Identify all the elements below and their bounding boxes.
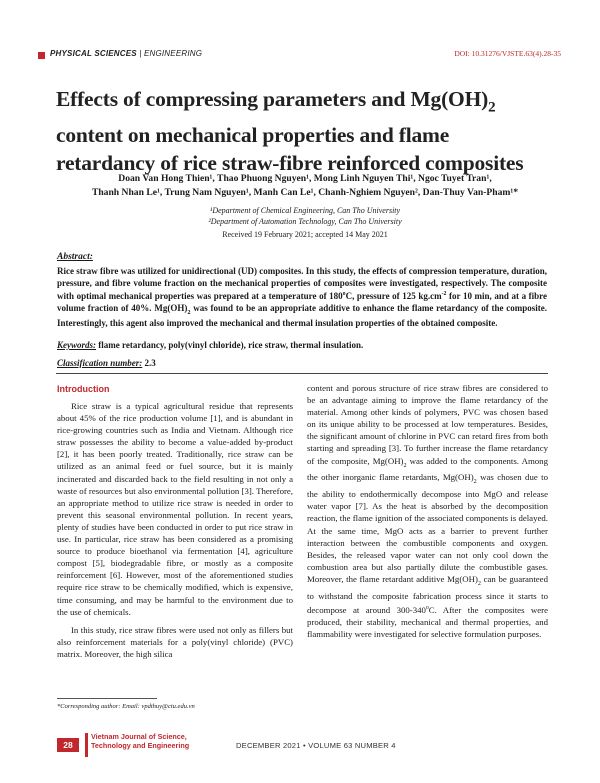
introduction-heading: Introduction xyxy=(57,384,110,394)
classification-number: Classification number: 2.3 xyxy=(57,358,156,368)
authors-line-1: Doan Van Hong Thien¹, Thao Phuong Nguyen¹, Mong Linh Nguyen Thi¹, Ngoc Tuyet Tran¹, xyxy=(118,173,492,184)
authors-line-2: Thanh Nhan Le¹, Trung Nam Nguyen¹, Manh Can Le¹, Chanh-Nghiem Nguyen², Dan-Thuy Van-Pham¹* xyxy=(91,187,519,198)
section-label: PHYSICAL SCIENCES | ENGINEERING xyxy=(50,49,203,58)
footnote-rule xyxy=(57,698,157,699)
intro-paragraph-2: In this study, rice straw fibres were used not only as fillers but also reinforcement materials for a poly(vinyl chloride) (PVC) matrix. Moreover, the high silica xyxy=(57,624,293,659)
abstract-text: Rice straw fibre was utilized for unidirectional (UD) composites. In this study, the effects of compression temperature, duration, pressure, and fibre volume fraction on the mechanical properties of composites were investigated, respectively. The composite with optimal mechanical properties was prepared at a temperature of 180$^o$C, pressure of 125 $kg.cm^{-2}$ for 10 min, and at a fibre volume fraction of 40%. $Mg(OH)_2$ was found to be an appropriate additive to enhance the flame retardancy of the composite. Interestingly, this agent also improved the mechanical and thermal insulation properties of the obtained composite. xyxy=(57,266,547,329)
journal-logo-bar xyxy=(85,733,88,757)
doi[interactable]: DOI: 10.31276/VJSTE.63(4).28-35 xyxy=(454,49,561,58)
affiliations xyxy=(60,205,550,227)
keywords: Keywords: flame retardancy, poly(vinyl chloride), rice straw, thermal insulation. xyxy=(57,340,364,350)
issue-info: DECEMBER 2021 • VOLUME 63 NUMBER 4 xyxy=(236,741,396,750)
article-title: Effects of compressing parameters and $Mg(OH)_2$ content on mechanical properties and flame retardancy of rice straw-fibre reinforced composites xyxy=(56,87,524,176)
affiliation-1: ¹Department of Chemical Engineering, Can Tho University xyxy=(209,206,401,215)
right-column xyxy=(307,382,548,640)
received-dates: Received 19 February 2021; accepted 14 May 2021 xyxy=(222,230,388,239)
abstract-heading: Abstract: xyxy=(57,252,93,262)
intro-paragraph-3: content and porous structure of rice straw fibres are considered to be an advantage aiming to improve the flame retardancy of the material. Among other kinds of polymers, PVC was chosen based on its unique ability to be processed at low temperatures. Besides, the significant amount of chlorine in PVC can retard fires from both starting and spreading [3]. To further increase the flame retardancy of the composite, $Mg(OH)_2$ was added to the components. Among the other inorganic flame retardants, $Mg(OH)_2$ was chosen due to the ability to endothermically decompose into MgO and release water vapor [7]. As the heat is absorbed by the decomposition reaction, the flame ignition of the associated components is delayed. At the same time, MgO acts as a barrier to prevent further interaction between the combustible components and oxygen. Besides, the released vapor water can not only cool down the combustion area but also partially dilute the combustible gases. Moreover, the flame retardant additive $Mg(OH)_2$ can be guaranteed to withstand the composite fabrication process since it starts to decompose at around 300-340$^o$C. After the composites were produced, their stability, mechanical and thermal properties, and flammability were investigated for selective formulation purposes. xyxy=(307,383,548,639)
intro-paragraph-1: Rice straw is a typical agricultural residue that represents about 45% of the rice production volume [1], and is abundant in rice-growing countries such as India and Vietnam. Although rice straw possesses the ability to become a value-added by-product [2], it has been poorly treated. Traditionally, rice straw can be utilized as an animal feed or fuel source, but it is mainly incinerated and discarded back to the field resulting in not only a waste of resources but also environmental pollution [3]. Therefore, an appropriate method to utilize rice straw is needed in order to prevent this seasonal environmental pollution. In recent years, plenty of studies have been conducted in order to put rice straw in use. In particular, rice straw has been considered as a promising source to produce bioethanol via fermentation [4], agriculture compost [5], biodegradable fibre, or mostly as a composite reinforcement [6]. However, most of the aforementioned studies require rice straw to be chemically modified, which is expensive, time consuming, and may be harmful to the environment due to the use of chemicals. xyxy=(57,401,293,617)
corresponding-author-note: *Corresponding author: Email: vpdthuy@ctu.edu.vn xyxy=(57,703,195,710)
section-marker xyxy=(38,52,45,59)
affiliation-2: ²Department of Automation Technology, Can Tho University xyxy=(208,217,402,226)
page-header xyxy=(38,49,561,63)
left-column xyxy=(57,400,293,660)
journal-name-line-1: Vietnam Journal of Science, xyxy=(91,732,187,741)
journal-name-line-2: Technology and Engineering xyxy=(91,740,190,750)
author-list xyxy=(60,172,550,200)
section-divider xyxy=(56,373,548,374)
page-number: 28 xyxy=(57,738,79,752)
